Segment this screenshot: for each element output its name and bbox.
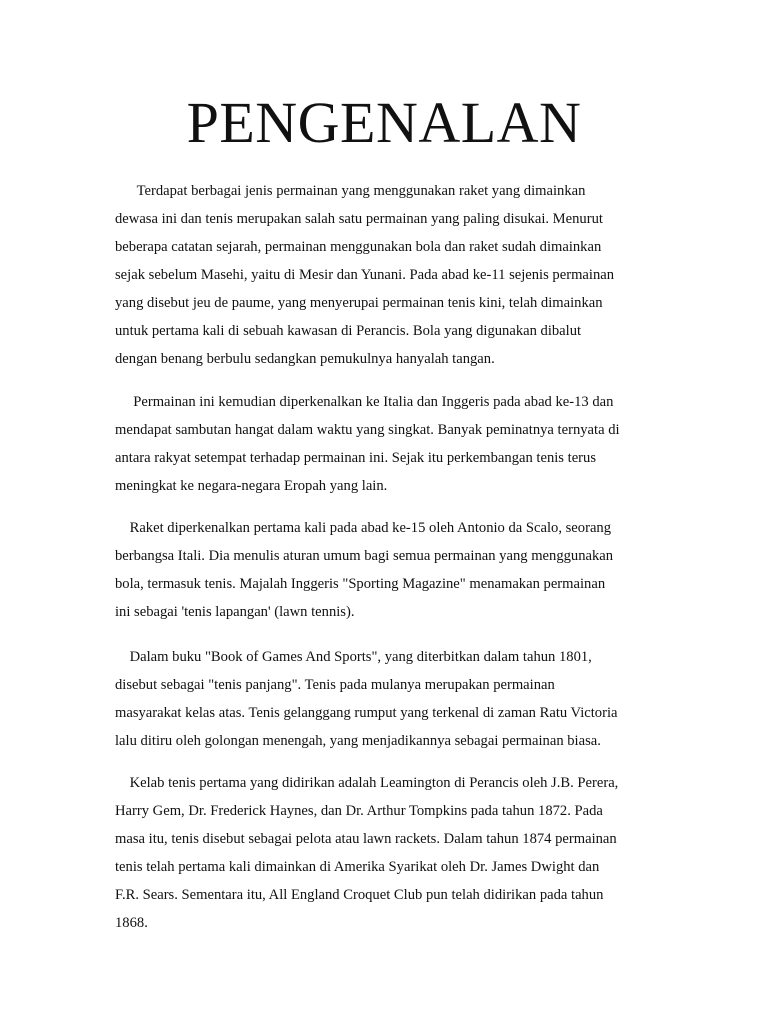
paragraph-line: antara rakyat setempat terhadap permainan ini. Sejak itu perkembangan tenis terus [115,450,597,466]
paragraph-1 [115,177,655,373]
paragraph-line: ini sebagai 'tenis lapangan' (lawn tennis). [115,604,355,620]
paragraph-line: lalu ditiru oleh golongan menengah, yang menjadikannya sebagai permainan biasa. [115,733,601,749]
paragraph-line: 1868. [115,915,148,931]
page-title: PENGENALAN [186,90,582,155]
paragraph-line: Terdapat berbagai jenis permainan yang menggunakan raket yang dimainkan [115,183,586,199]
paragraph-3 [115,514,655,626]
paragraph-line: disebut sebagai "tenis panjang". Tenis pada mulanya merupakan permainan [115,677,555,693]
paragraph-line: sejak sebelum Masehi, yaitu di Mesir dan Yunani. Pada abad ke-11 sejenis permainan [115,267,615,283]
paragraph-line: dewasa ini dan tenis merupakan salah satu permainan yang paling disukai. Menurut [115,211,603,227]
paragraph-2 [115,388,655,500]
paragraph-line: yang disebut jeu de paume, yang menyerupai permainan tenis kini, telah dimainkan [115,295,603,311]
paragraph-5 [115,769,655,937]
paragraph-line: Raket diperkenalkan pertama kali pada abad ke-15 oleh Antonio da Scalo, seorang [115,520,612,536]
paragraph-line: F.R. Sears. Sementara itu, All England Croquet Club pun telah didirikan pada tahun [115,887,604,903]
paragraph-line: bola, termasuk tenis. Majalah Inggeris "Sporting Magazine" menamakan permainan [115,576,606,592]
paragraph-line: Permainan ini kemudian diperkenalkan ke Italia dan Inggeris pada abad ke-13 dan [115,394,614,410]
paragraph-line: beberapa catatan sejarah, permainan menggunakan bola dan raket sudah dimainkan [115,239,602,255]
paragraph-line: Harry Gem, Dr. Frederick Haynes, dan Dr. Arthur Tompkins pada tahun 1872. Pada [115,803,603,819]
paragraph-line: mendapat sambutan hangat dalam waktu yang singkat. Banyak peminatnya ternyata di [115,422,620,438]
paragraph-4 [115,643,655,755]
paragraph-line: dengan benang berbulu sedangkan pemukulnya hanyalah tangan. [115,351,495,367]
paragraph-line: Kelab tenis pertama yang didirikan adalah Leamington di Perancis oleh J.B. Perera, [115,775,619,791]
paragraph-line: berbangsa Itali. Dia menulis aturan umum bagi semua permainan yang menggunakan [115,548,614,564]
paragraph-line: tenis telah pertama kali dimainkan di Amerika Syarikat oleh Dr. James Dwight dan [115,859,600,875]
paragraph-line: masyarakat kelas atas. Tenis gelanggang rumput yang terkenal di zaman Ratu Victoria [115,705,618,721]
paragraph-line: Dalam buku "Book of Games And Sports", yang diterbitkan dalam tahun 1801, [115,649,592,665]
paragraph-line: untuk pertama kali di sebuah kawasan di Perancis. Bola yang digunakan dibalut [115,323,582,339]
paragraph-line: masa itu, tenis disebut sebagai pelota atau lawn rackets. Dalam tahun 1874 permainan [115,831,617,847]
paragraph-line: meningkat ke negara-negara Eropah yang lain. [115,478,388,494]
